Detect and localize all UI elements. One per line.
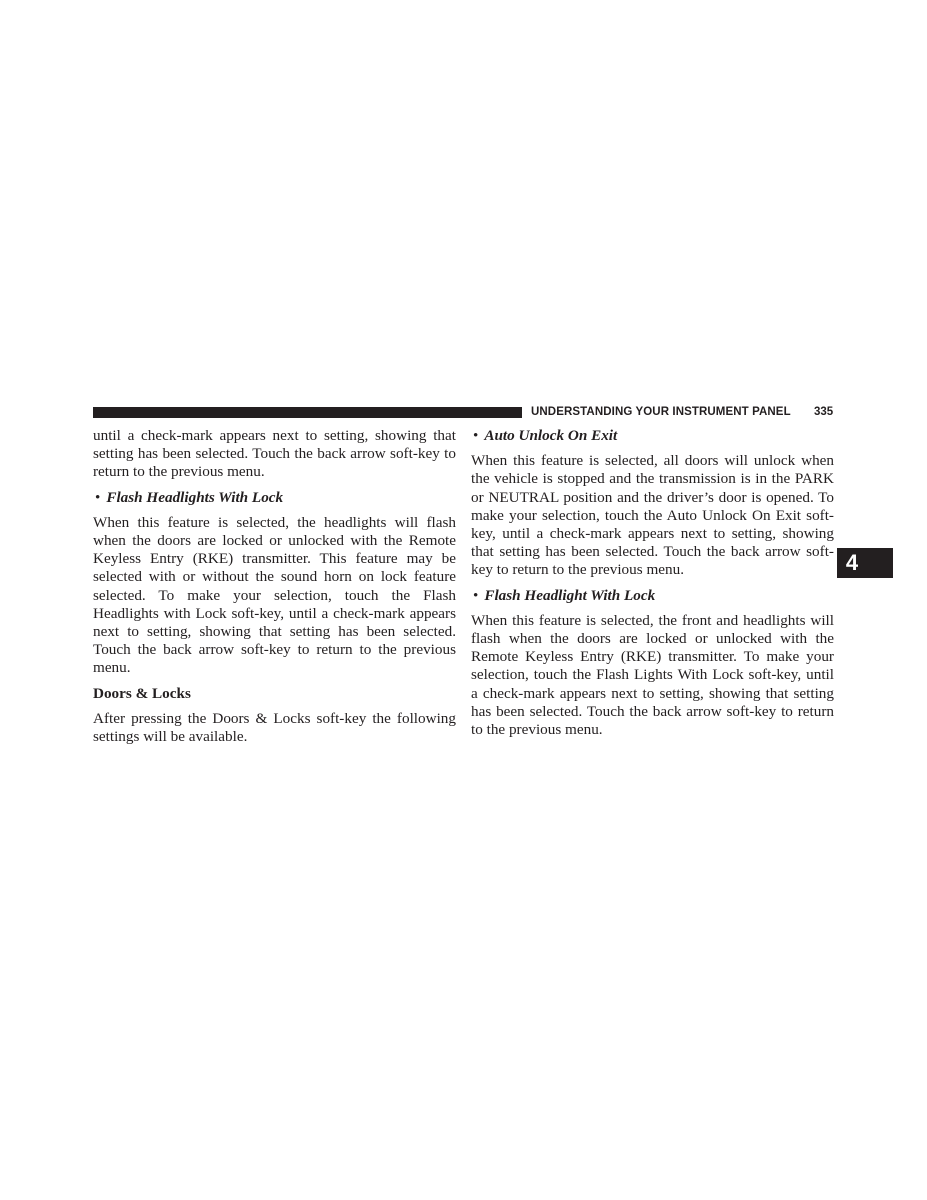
subheading: Doors & Locks xyxy=(93,684,191,702)
header-rule-bar xyxy=(93,407,522,418)
bullet-heading xyxy=(471,587,834,605)
paragraph: When this feature is selected, the headlights will flash when the doors are locked or unlocked with the Remote Keyless Entry (RKE) transmitter. This feature may be selected with or without the sound horn on lock feature selected. To make your selection, touch the Flash Headlights with Lock soft-key, until a check-mark appears next to setting, showing that setting has been selected. Touch the back arrow soft-key to return to the previous menu. xyxy=(93,513,456,677)
bullet-icon: • xyxy=(473,427,479,444)
page-number: 335 xyxy=(814,406,834,418)
bullet-heading-text: Flash Headlights With Lock xyxy=(106,488,284,506)
chapter-tab: 4 xyxy=(837,548,893,578)
left-column xyxy=(93,427,456,746)
bullet-heading xyxy=(93,489,456,507)
paragraph: After pressing the Doors & Locks soft-key the following settings will be available. xyxy=(93,709,456,746)
right-column xyxy=(471,427,834,739)
bullet-heading xyxy=(471,427,834,445)
bullet-icon: • xyxy=(473,586,479,604)
bullet-icon: • xyxy=(95,488,101,506)
paragraph: When this feature is selected, the front and headlights will flash when the doors are locked or unlocked with the Remote Keyless Entry (RKE) transmitter. To make your selection, touch the Flash Lights With Lock soft-key, until a check-mark appears next to setting, showing that setting has been selected. Touch the back arrow soft-key to return to the previous menu. xyxy=(471,611,834,739)
section-title: UNDERSTANDING YOUR INSTRUMENT PANEL xyxy=(531,406,791,418)
paragraph: When this feature is selected, all doors will unlock when the vehicle is stopped and the transmission is in the PARK or NEUTRAL position and the driver’s door is opened. To make your selection, touch the Auto Unlock On Exit soft-key, until a check-mark appears next to setting, showing that setting has been selected. Touch the back arrow soft-key to return to the previous menu. xyxy=(471,452,834,579)
bullet-heading-text: Auto Unlock On Exit xyxy=(484,427,618,444)
bullet-heading-text: Flash Headlight With Lock xyxy=(484,586,656,604)
paragraph: until a check-mark appears next to setting, showing that setting has been selected. Touch the back arrow soft-key to return to the previous menu. xyxy=(93,427,456,481)
